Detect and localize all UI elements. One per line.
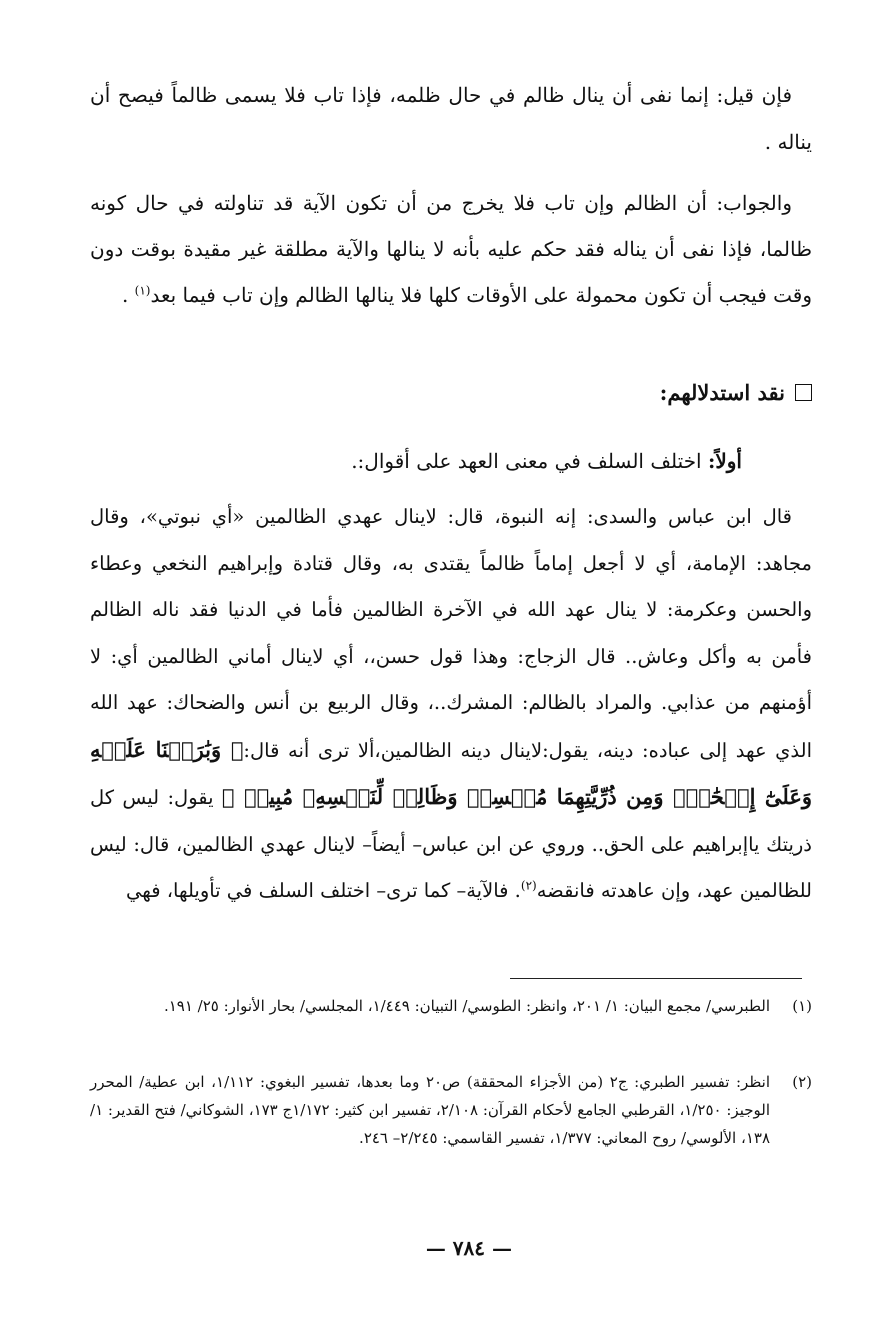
sayings-text-b: يقول: ليس كل ذريتك ياإبراهيم على الحق.. وروي عن ابن عباس– أيضاً– لاينال عهدي الظالمين، قال: ليس للظالمين عهد، وإن عاهدته فانقضه — [90, 786, 812, 902]
section-heading — [660, 380, 812, 405]
footnote-1-number: (١) — [792, 997, 812, 1015]
first-point-text: اختلف السلف في معنى العهد على أقوال:. — [351, 449, 708, 473]
answer-text: والجواب: أن الظالم وإن تاب فلا يخرج من أن تكون الآية قد تناولته في حال كونه ظالما، فإذا نفى أن يناله فقد حكم عليه بأنه لا ينالها والآية مطلقة غير مقيدة بوقت دون وقت فيجب أن تكون محمولة على الأوقات كلها فلا ينالها الظالم وإن تاب فيما بعد — [90, 191, 812, 307]
section-heading-text: نقد استدلالهم: — [659, 380, 785, 405]
paragraph-first-point — [90, 438, 812, 484]
footnote-ref-1: (١) — [134, 283, 151, 298]
footnote-ref-2: (٢) — [520, 878, 537, 893]
document-page — [90, 0, 812, 1341]
paragraph-objection: فإن قيل: إنما نفى أن ينال ظالم في حال ظلمه، فإذا تاب فلا يسمى ظالماً فيصح أن يناله . — [90, 83, 812, 154]
footnote-2-text: انظر: تفسير الطبري: ج٢ (من الأجزاء المحققة) ص٢٠ وما بعدها، تفسير البغوي: ١/١١٢، ابن عطية/ المحرر الوجيز: ١/٢٥٠، القرطبي الجامع لأحكام القرآن: ٢/١٠٨، تفسير ابن كثير: ١/١٧٢ج ١٧٣، الشوكاني/ فتح القدير: ١/ ١٣٨، الألوسي/ روح المعاني: ١/٣٧٧، تفسير القاسمي: ٢/٢٤٥– ٢٤٦. — [90, 1073, 770, 1147]
footnote-2-number: (٢) — [792, 1073, 812, 1091]
sayings-text-c: . فالآية– كما ترى– اختلف السلف في تأويلها، فهي — [125, 879, 521, 902]
footnote-1-text: الطبرسي/ مجمع البيان: ١/ ٢٠١، وانظر: الطوسي/ التبيان: ١/٤٤٩، المجلسي/ بحار الأنوار: ٢٥/ ١٩١. — [163, 997, 770, 1015]
paragraph-sayings — [90, 494, 812, 915]
sayings-text-a: قال ابن عباس والسدى: إنه النبوة، قال: لاينال عهدي الظالمين «أي نبوتي»، وقال مجاهد: الإمامة، أي لا أجعل إماماً ظالماً يقتدى به، وقال قتادة وإبراهيم النخعي وعطاء والحسن وعكرمة: لا ينال عهد الله في الآخرة الظالمين فأما في الدنيا فقد ناله الظالم فأمن به وأكل وعاش.. قال الزجاج: وهذا قول حسن،، أي لاينال أماني الظالمين أي: لا أؤمنهم من عذابي. والمراد بالظالم: المشرك..، وقال الربيع بن أنس والضحاك: عهد الله الذي عهد إلى عباده: دينه، يقول:لاينال دينه الظالمين،ألا ترى أنه قال: — [90, 505, 812, 762]
answer-end: . — [121, 283, 135, 307]
footnote-2 — [90, 1068, 812, 1152]
page-number: — ٧٨٤ — — [425, 1236, 512, 1260]
paragraph-answer — [90, 180, 812, 318]
quran-verse: ﴿ وَبَٰرَكۡنَا عَلَيۡهِ وَعَلَىٰٓ إِسۡحَٰقَۚ وَمِن ذُرِّيَّتِهِمَا مُحۡسِنٞ وَظَالِمٞ لِّنَفۡسِهِۦ مُبِينٞ ﴾ — [90, 736, 812, 809]
first-point-label: أولاً: — [707, 449, 742, 473]
footnote-divider — [510, 978, 802, 979]
square-bullet-icon — [795, 384, 812, 401]
footnote-1 — [90, 992, 812, 1020]
